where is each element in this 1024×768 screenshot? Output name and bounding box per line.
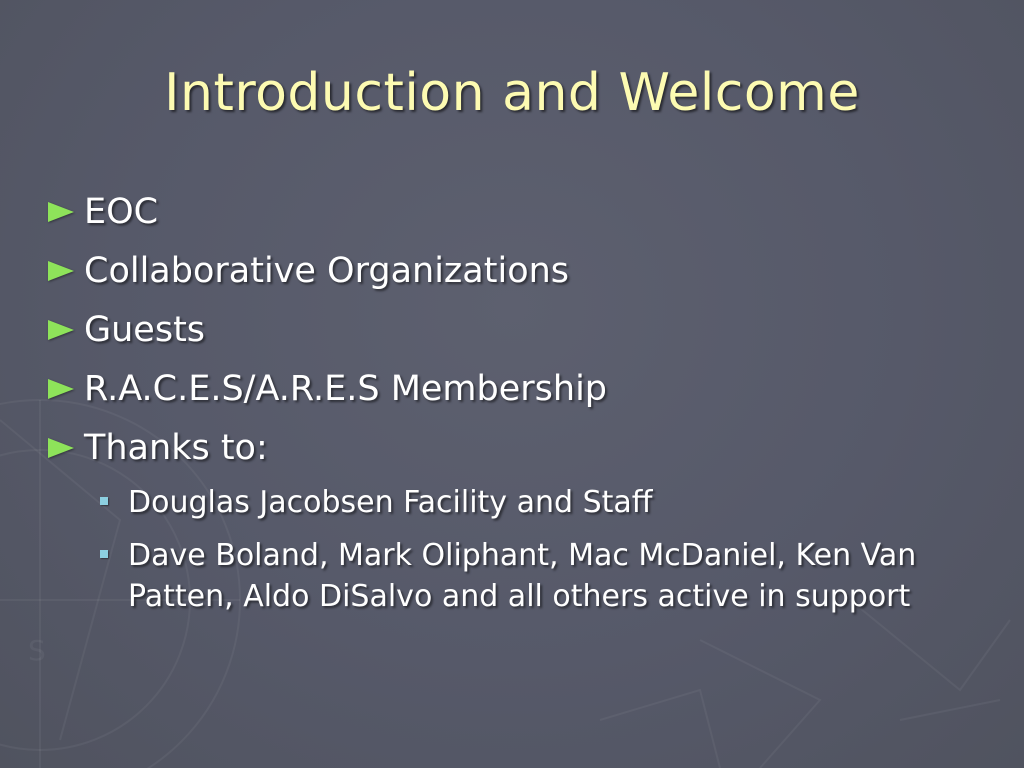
bullet-item-guests xyxy=(48,302,988,361)
sub-bullet-item-facility xyxy=(100,482,980,523)
bullet-arrow-icon xyxy=(48,261,74,281)
bullet-text: Guests xyxy=(84,310,206,350)
bullet-arrow-icon xyxy=(48,202,74,222)
sub-bullet-text: Douglas Jacobsen Facility and Staff xyxy=(128,485,653,520)
sub-bullet-item-people xyxy=(100,535,980,617)
bullet-arrow-icon xyxy=(48,320,74,340)
svg-text:S: S xyxy=(28,634,46,667)
bullet-list xyxy=(48,184,988,479)
bullet-item-collaborative-organizations xyxy=(48,243,988,302)
bullet-text: Collaborative Organizations xyxy=(84,251,570,291)
square-bullet-icon xyxy=(100,497,108,505)
slide-title: Introduction and Welcome xyxy=(164,63,860,123)
bullet-text: Thanks to: xyxy=(84,428,268,468)
bullet-item-membership xyxy=(48,361,988,420)
bullet-arrow-icon xyxy=(48,438,74,458)
bullet-item-thanks xyxy=(48,420,988,479)
bullet-arrow-icon xyxy=(48,379,74,399)
square-bullet-icon xyxy=(100,550,108,558)
bullet-text: EOC xyxy=(84,192,159,232)
bullet-item-eoc xyxy=(48,184,988,243)
sub-bullet-list xyxy=(100,482,980,629)
bullet-text: R.A.C.E.S/A.R.E.S Membership xyxy=(84,369,608,409)
sub-bullet-text: Dave Boland, Mark Oliphant, Mac McDaniel, Ken Van Patten, Aldo DiSalvo and all others active in support xyxy=(128,538,917,614)
